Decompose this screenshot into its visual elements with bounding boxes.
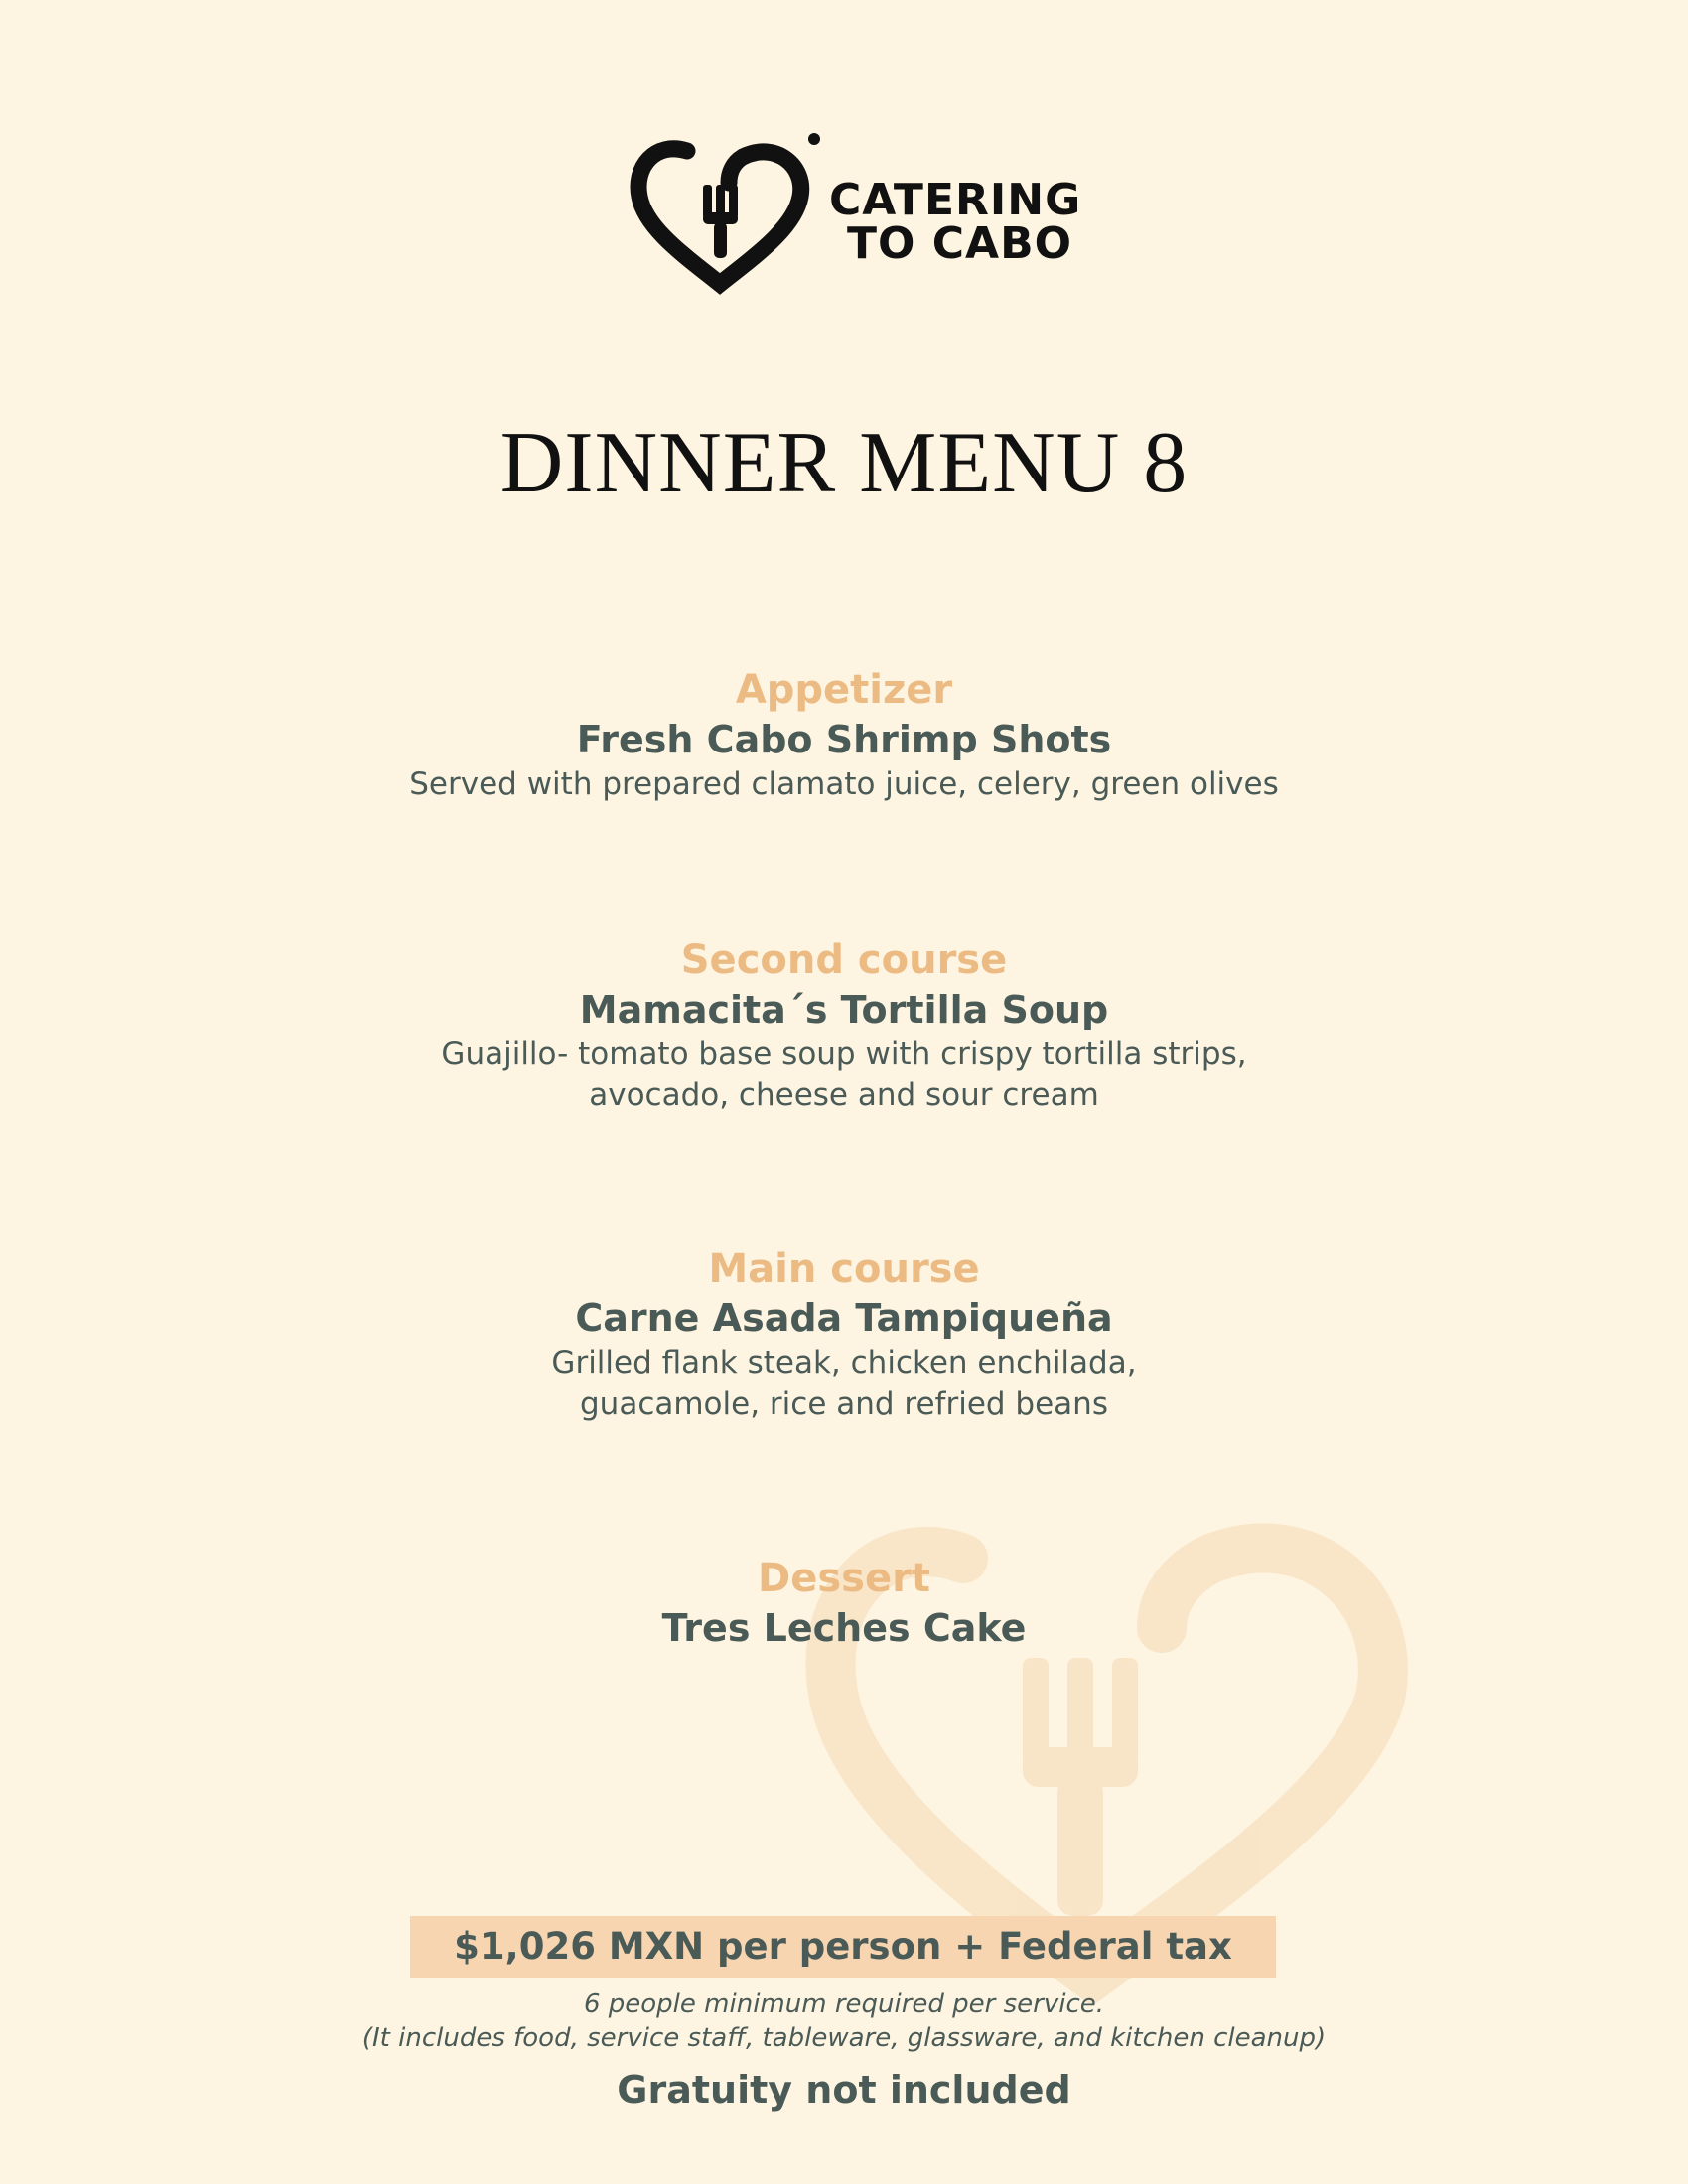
minimum-note: 6 people minimum required per service. [583,1989,1105,2019]
brand-name [829,175,1082,269]
includes-note: (It includes food, service staff, tableware, glassware, and kitchen cleanup) [361,2023,1327,2053]
price-banner: $1,026 MXN per person + Federal tax [410,1916,1276,1978]
gratuity-note: Gratuity not included [617,2068,1071,2112]
dish-description: Grilled flank steak, chicken enchilada, guacamole, rice and refried beans [551,1345,1137,1422]
course-label: Dessert [758,1556,930,1601]
dish-description: Served with prepared clamato juice, celery, green olives [409,766,1279,802]
course-label: Second course [680,937,1008,983]
page-title: DINNER MENU 8 [499,415,1189,511]
brand-line-1: CATERING [829,175,1082,225]
course-main [0,1244,1688,1425]
course-label: Main course [708,1246,980,1292]
dish-name: Carne Asada Tampiqueña [575,1297,1113,1340]
course-label: Appetizer [735,667,953,713]
dish-name: Mamacita´s Tortilla Soup [579,988,1109,1031]
brand-logo [626,127,1082,296]
dish-description: Guajillo- tomato base soup with crispy tortilla strips, avocado, cheese and sour cream [441,1036,1247,1113]
service-notes [0,1987,1688,2055]
dish-name: Tres Leches Cake [661,1606,1027,1650]
course-appetizer [0,665,1688,805]
dish-name: Fresh Cabo Shrimp Shots [576,718,1112,761]
brand-line-2: TO CABO [847,218,1073,269]
heart-fork-icon [626,127,824,296]
course-dessert [0,1554,1688,1653]
course-second [0,935,1688,1116]
